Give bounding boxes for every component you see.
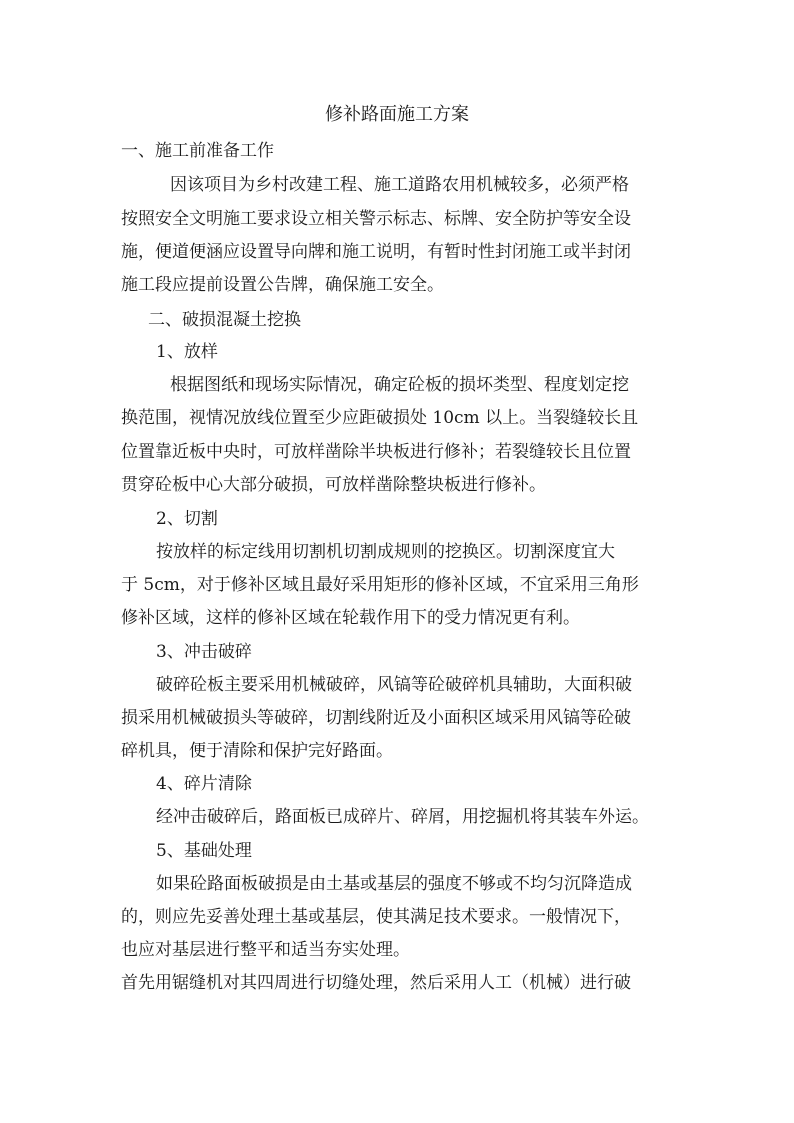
paragraph-line: 如果砼路面板破损是由土基或基层的强度不够或不均匀沉降造成 <box>156 874 632 894</box>
paragraph-line: 碎机具，便于清除和保护完好路面。 <box>121 741 393 761</box>
paragraph-line: 的，则应先妥善处理土基或基层，使其满足技术要求。一般情况下， <box>121 907 631 927</box>
paragraph-line: 按照安全文明施工要求设立相关警示标志、标牌、安全防护等安全设 <box>121 209 631 229</box>
paragraph-line: 经冲击破碎后，路面板已成碎片、碎屑，用挖掘机将其装车外运。 <box>156 807 649 827</box>
paragraph-line: 换范围，视情况放线位置至少应距破损处 10cm 以上。当裂缝较长且 <box>121 408 639 428</box>
subsection-heading: 5、基础处理 <box>156 841 252 861</box>
subsection-heading: 3、冲击破碎 <box>156 642 252 662</box>
paragraph-line: 首先用锯缝机对其四周进行切缝处理，然后采用人工（机械）进行破 <box>121 973 631 993</box>
subsection-heading: 4、碎片清除 <box>156 774 252 794</box>
paragraph-line: 施，便道便涵应设置导向牌和施工说明，有暂时性封闭施工或半封闭 <box>121 242 631 262</box>
section-heading: 二、破损混凝土挖换 <box>148 310 301 330</box>
paragraph-line: 贯穿砼板中心大部分破损，可放样凿除整块板进行修补。 <box>121 475 546 495</box>
subsection-heading: 1、放样 <box>156 342 218 362</box>
paragraph-line: 破碎砼板主要采用机械破碎，风镐等砼破碎机具辅助，大面积破 <box>156 675 632 695</box>
paragraph-line: 也应对基层进行整平和适当夯实处理。 <box>121 940 410 960</box>
paragraph-line: 根据图纸和现场实际情况，确定砼板的损坏类型、程度划定挖 <box>170 375 629 395</box>
paragraph-line: 按放样的标定线用切割机切割成规则的挖换区。切割深度宜大 <box>156 542 615 562</box>
paragraph-line: 因该项目为乡村改建工程、施工道路农用机械较多，必须严格 <box>170 175 629 195</box>
paragraph-line: 修补区域，这样的修补区域在轮载作用下的受力情况更有利。 <box>121 608 580 628</box>
section-heading: 一、施工前准备工作 <box>121 141 274 161</box>
document-title: 修补路面施工方案 <box>325 104 469 125</box>
paragraph-line: 位置靠近板中央时，可放样凿除半块板进行修补；若裂缝较长且位置 <box>121 442 631 462</box>
subsection-heading: 2、切割 <box>156 509 218 529</box>
paragraph-line: 施工段应提前设置公告牌，确保施工安全。 <box>121 275 444 295</box>
paragraph-line: 损采用机械破损头等破碎，切割线附近及小面积区域采用风镐等砼破 <box>121 708 631 728</box>
paragraph-line: 于 5cm，对于修补区域且最好采用矩形的修补区域，不宜采用三角形 <box>121 575 639 595</box>
